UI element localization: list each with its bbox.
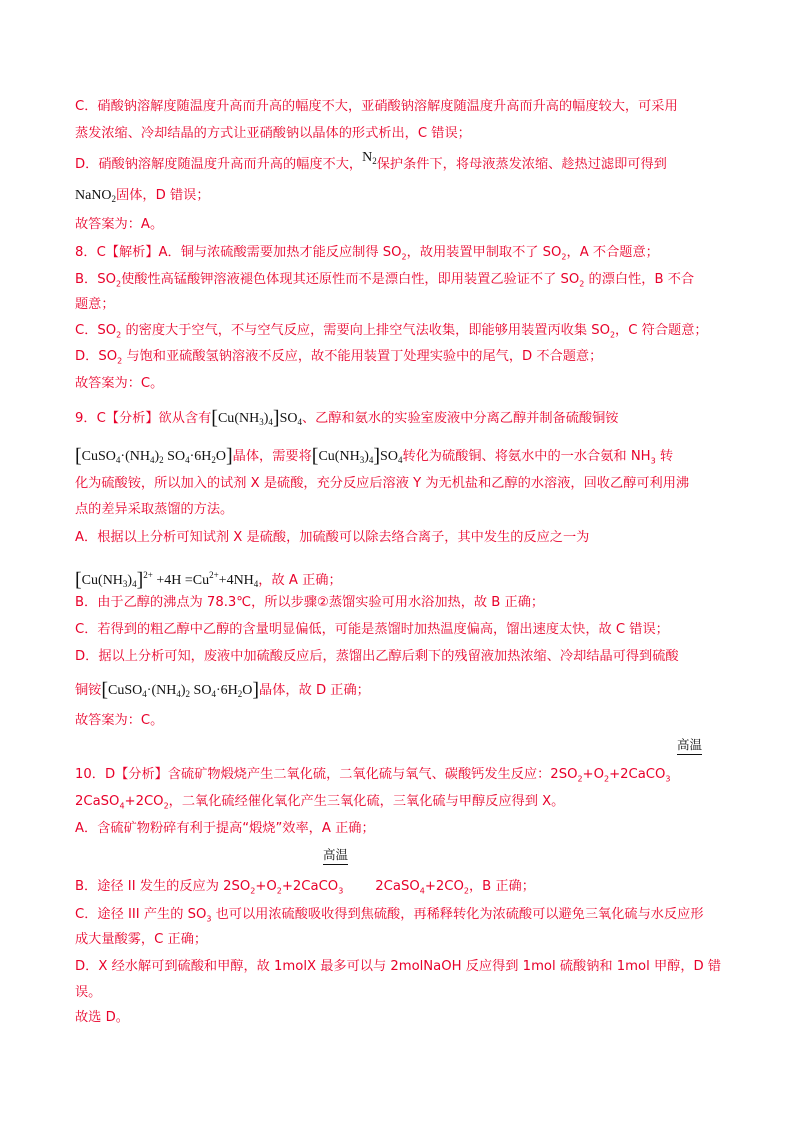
text-line: A．根据以上分析可知试剂 X 是硫酸，加硫酸可以除去络合离子，其中发生的反应之一为 — [75, 530, 590, 545]
text-span: D．硝酸钠溶解度随温度升高而升高的幅度不大， — [75, 157, 363, 172]
text-line: D．$SO_2$ 与饱和亚硫酸氢钠溶液不反应，故不能用装置丁处理实验中的尾气，D 不合题意； — [75, 349, 603, 366]
text-line: 10．D【分析】含硫矿物煅烧产生二氧化硫，二氧化硫与氧气、碳酸钙发生反应：$2SO_2+O_2+2CaCO_3$ — [75, 767, 671, 784]
text-line: 9．C【分析】欲从含有$[Cu(NH_3)_4]SO_4$、乙醇和氨水的实验室废液中分离乙醇并制备硫酸铜铵 — [75, 407, 619, 429]
formula-cu-complex: $[Cu(NH_3)_4]SO_4$ — [211, 407, 302, 429]
text-line — [75, 186, 732, 209]
text-line: 铜铵[$CuSO_4\cdot(NH_4)_2$ $SO_4\cdot 6H_2O$]晶体，故 D 正确； — [75, 679, 370, 701]
text-line: C．途径 III 产生的 $SO_3$ 也可以用浓硫酸吸收得到焦硫酸，再稀释转化为浓硫酸可以避免三氧化硫与水反应形 — [75, 907, 704, 924]
formula-cuso4-salt: [$CuSO_4\cdot(NH_4)_2$ $SO_4\cdot 6H_2O$] — [75, 445, 233, 467]
formula-cu-complex: $[Cu(NH_3)_4]SO_4$ — [311, 445, 403, 467]
text-line: 故选 D。 — [75, 1010, 129, 1025]
text-line: B．$SO_2$使酸性高锰酸钾溶液褪色体现其还原性而不是漂白性，即用装置乙验证不了 $SO_2$ 的漂白性，B 不合 — [75, 272, 695, 289]
text-line: B．由于乙醇的沸点为 78.3℃，所以步骤②蒸馏实验可用水浴加热，故 B 正确； — [75, 595, 545, 610]
text-span: 蒸发浓缩、冷却结晶的方式让亚硝酸钠以晶体的形式析出，C 错误； — [75, 126, 471, 141]
text-line: 题意； — [75, 297, 115, 312]
text-line: 点的差异采取蒸馏的方法。 — [75, 502, 234, 517]
formula-nano2: NaNO$_2$ — [75, 188, 117, 204]
text-span: 保护条件下，将母液蒸发浓缩、趁热过滤即可得到 — [376, 157, 667, 172]
text-line — [75, 215, 732, 235]
condition-label: 高温 — [323, 845, 348, 865]
text-line: $2CaSO_4+2CO_2$，二氧化硫经催化氧化产生三氧化硫，三氧化硫与甲醇反应得到 X。 — [75, 794, 565, 811]
text-line — [75, 97, 732, 117]
text-line: 8．C【解析】A．铜与浓硫酸需要加热才能反应制得 $SO_2$，故用装置甲制取不了 $SO_2$，A 不合题意； — [75, 245, 659, 262]
text-line — [75, 150, 732, 178]
text-line: 化为硫酸铵，所以加入的试剂 X 是硫酸，充分反应后溶液 Y 为无机盐和乙醇的水溶液，回收乙醇可利用沸 — [75, 476, 690, 491]
formula-cuso4-salt: [$CuSO_4\cdot(NH_4)_2$ $SO_4\cdot 6H_2O$] — [101, 679, 260, 701]
text-line: A．含硫矿物粉碎有利于提高“煅烧”效率，A 正确； — [75, 821, 375, 836]
text-line — [75, 124, 732, 144]
text-line: 故答案为：C。 — [75, 376, 164, 391]
text-line: [$CuSO_4\cdot(NH_4)_2$ $SO_4\cdot 6H_2O$]晶体，需要将$[Cu(NH_3)_4]SO_4$转化为硫酸铜、将氨水中的一水合氨和 $NH_3$ 转 — [75, 445, 674, 467]
text-line: $[Cu(NH_3)_4]^{2+} +4H =Cu^{2+}+4NH_4$，故 A 正确； — [75, 569, 342, 591]
text-line: 误。 — [75, 985, 102, 1000]
text-line: D．据以上分析可知，废液中加硫酸反应后，蒸馏出乙醇后剩下的残留液加热浓缩、冷却结晶可得到硫酸 — [75, 649, 679, 664]
formula-reaction: $[Cu(NH_3)_4]^{2+} +4H =Cu^{2+}+4NH_4$ — [75, 569, 259, 591]
text-line: C．$SO_2$ 的密度大于空气，不与空气反应，需要向上排空气法收集，即能够用装置丙收集 $SO_2$，C 符合题意； — [75, 323, 708, 340]
formula-n2: $N_2$ — [362, 150, 377, 166]
text-line: C．若得到的粗乙醇中乙醇的含量明显偏低，可能是蒸馏时加热温度偏高，馏出速度太快，故 C 错误； — [75, 622, 669, 637]
text-span: 故答案为：A。 — [75, 217, 164, 232]
text-line: D．X 经水解可到硫酸和甲醇，故 1molX 最多可以与 2molNaOH 反应得到 1mol 硫酸钠和 1mol 甲醇，D 错 — [75, 959, 722, 974]
text-span: C．硝酸钠溶解度随温度升高而升高的幅度不大，亚硝酸钠溶解度随温度升高而升高的幅度较大，可采用 — [75, 99, 678, 114]
text-span: 固体，D 错误； — [116, 188, 210, 203]
text-line: B．途径 II 发生的反应为 $2SO_2+O_2+2CaCO_3$ $2CaSO_4+2CO_2$，B 正确； — [75, 879, 535, 896]
text-line: 故答案为：C。 — [75, 713, 164, 728]
condition-label: 高温 — [677, 735, 702, 755]
text-line: 成大量酸雾，C 正确； — [75, 932, 208, 947]
